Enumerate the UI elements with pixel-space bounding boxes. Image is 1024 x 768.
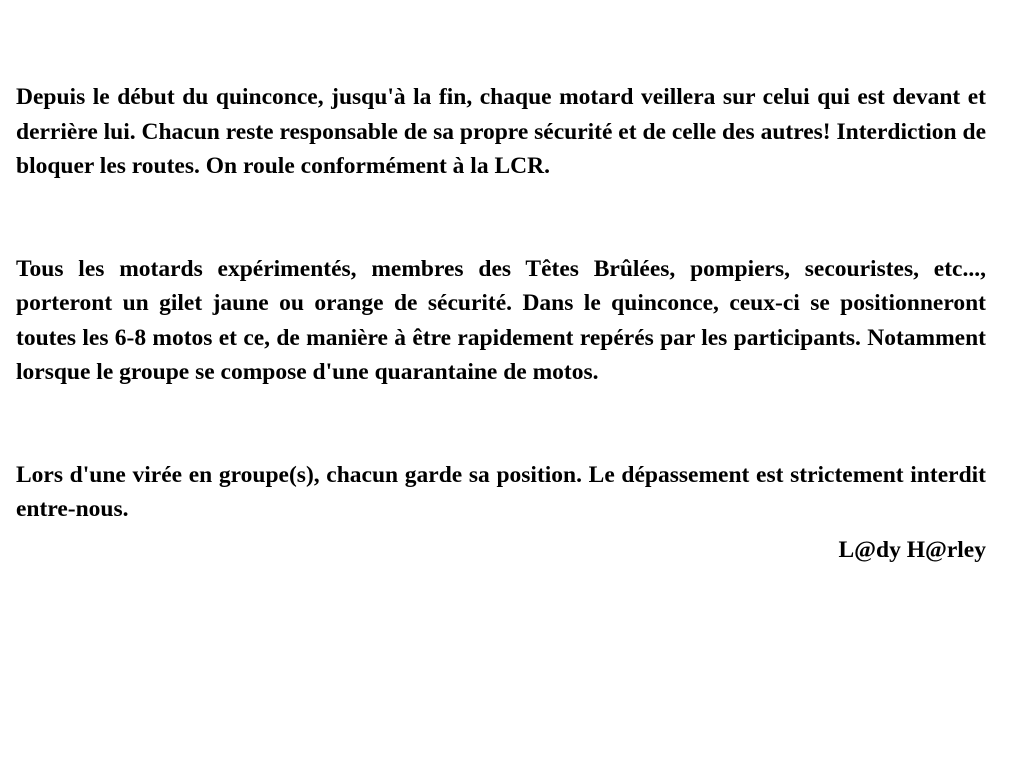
paragraph-group-safety: Depuis le début du quinconce, jusqu'à la fin, chaque motard veillera sur celui qui est devant et derrière lui. Chacun reste responsable de sa propre sécurité et de celle des autres! Interdiction de bloquer les routes. On roule conformément à la LCR. [16,84,986,179]
paragraph-safety-vests: Tous les motards expérimentés, membres des Têtes Brûlées, pompiers, secouristes, etc..., porteront un gilet jaune ou orange de sécurité. Dans le quinconce, ceux-ci se positionneront toutes les 6-8 motos et ce, de manière à être rapidement repérés par les participants. Notamment lorsque le groupe se compose d'une quarantaine de motos. [16,255,986,385]
document-page [16,80,986,567]
paragraph-overtaking-rule: Lors d'une virée en groupe(s), chacun garde sa position. Le dépassement est strictement interdit entre-nous. [16,461,986,522]
signature: L@dy H@rley [838,536,986,563]
